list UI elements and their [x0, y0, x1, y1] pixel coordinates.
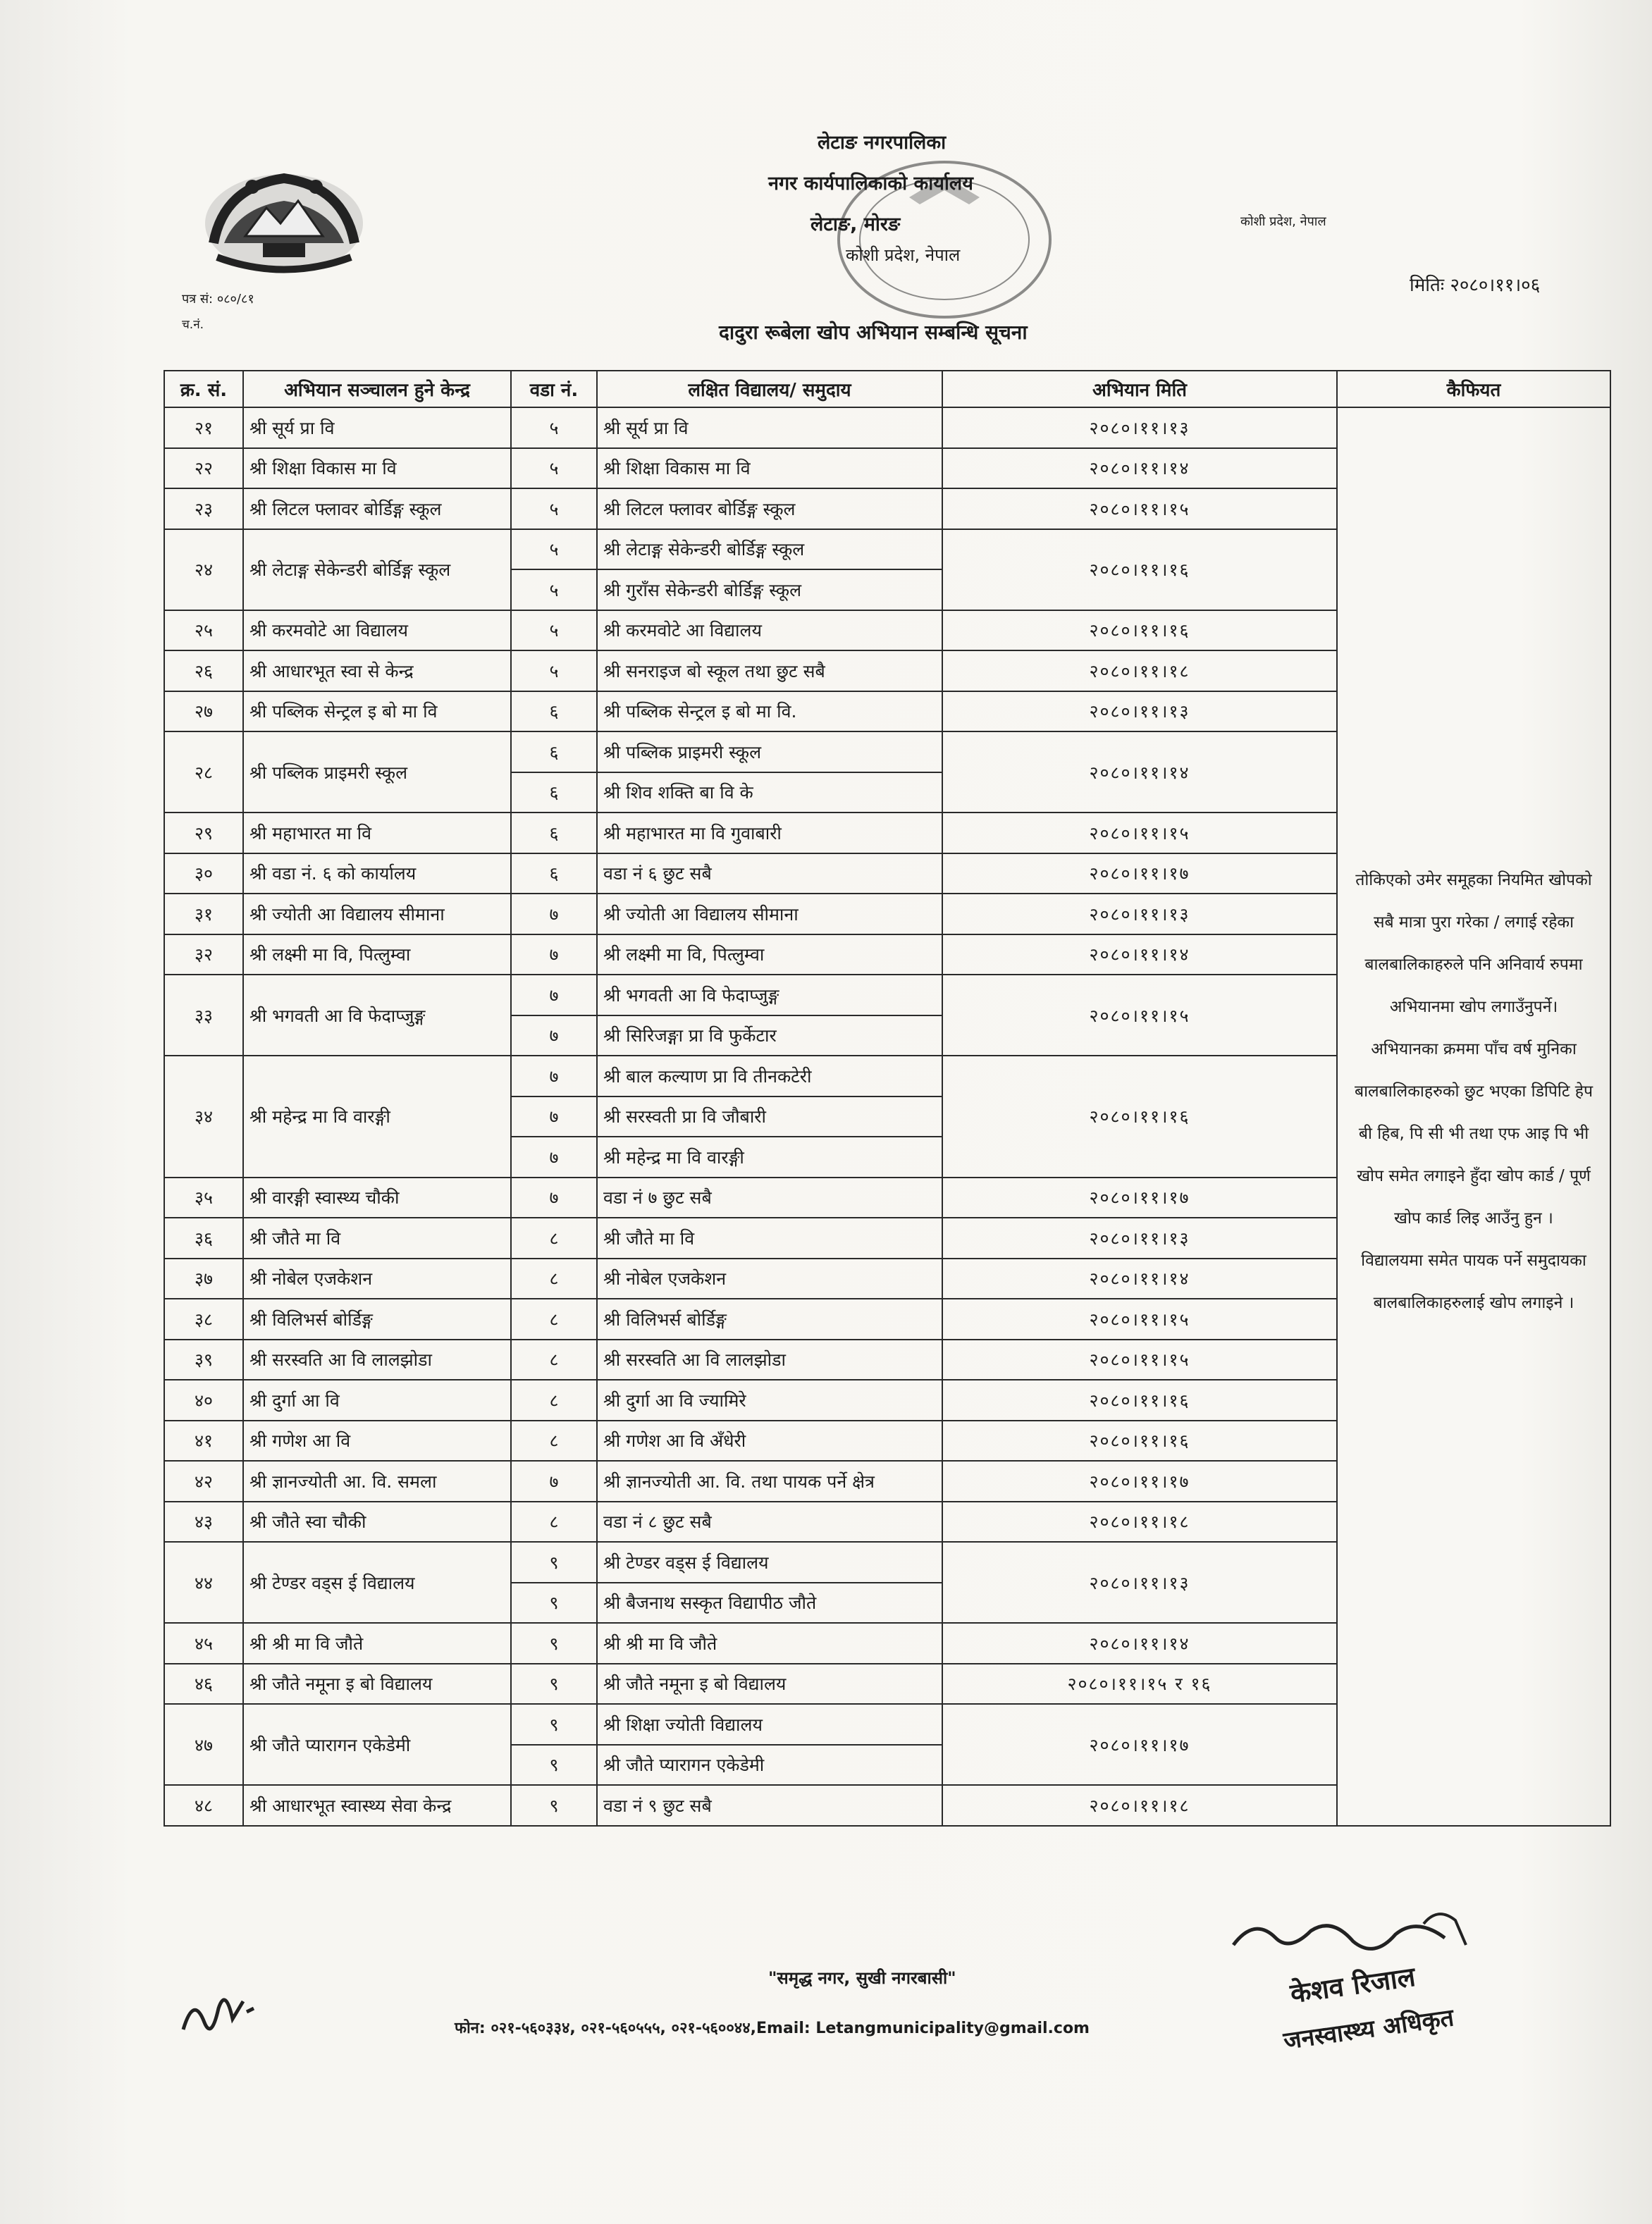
- cell-center: श्री लक्ष्मी मा वि, पित्लुम्वा: [243, 934, 511, 975]
- reference-number: पत्र सं: ०८०/८१: [182, 292, 254, 307]
- cell-center: श्री शिक्षा विकास मा वि: [243, 448, 511, 489]
- cell-sn: ४८: [164, 1785, 243, 1826]
- cell-date: २०८०।११।१७: [942, 1461, 1337, 1502]
- cell-sn: ४१: [164, 1421, 243, 1462]
- cell-target: श्री ज्ञानज्योती आ. वि. तथा पायक पर्ने क्षेत्र: [597, 1461, 942, 1502]
- cell-ward: ८: [511, 1218, 597, 1259]
- table-body: [164, 407, 1610, 1826]
- cell-target: श्री लेटाङ्ग सेकेन्डरी बोर्डिङ्ग स्कूल: [597, 529, 942, 570]
- cell-target: श्री जौते नमूना इ बो विद्यालय: [597, 1664, 942, 1705]
- cell-sn: ३२: [164, 934, 243, 975]
- cell-target: श्री गणेश आ वि अँधेरी: [597, 1421, 942, 1462]
- cell-date: २०८०।११।१४: [942, 448, 1337, 489]
- cell-sn: ३५: [164, 1178, 243, 1218]
- cell-date: २०८०।११।१४: [942, 1259, 1337, 1299]
- cell-sn: ३४: [164, 1056, 243, 1178]
- cell-ward: ५: [511, 650, 597, 691]
- cell-target: श्री सनराइज बो स्कूल तथा छुट सबै: [597, 650, 942, 691]
- cell-target: श्री शिक्षा ज्योती विद्यालय: [597, 1704, 942, 1745]
- cell-ward: ६: [511, 813, 597, 853]
- cell-date: २०८०।११।१५: [942, 488, 1337, 529]
- signature-left: [176, 1980, 261, 2044]
- cell-sn: २३: [164, 488, 243, 529]
- cell-remark: [1337, 407, 1610, 1826]
- cell-center: श्री पब्लिक सेन्ट्रल इ बो मा वि: [243, 691, 511, 732]
- dispatch-number: च.नं.: [182, 318, 204, 332]
- cell-center: श्री आधारभूत स्वा से केन्द्र: [243, 650, 511, 691]
- cell-target: वडा नं ८ छुट सबै: [597, 1502, 942, 1543]
- cell-date: २०८०।११।१३: [942, 1218, 1337, 1259]
- cell-date: २०८०।११।१५: [942, 975, 1337, 1056]
- signatory-role: जनस्वास्थ्य अधिकृत: [1281, 2003, 1456, 2056]
- cell-center: श्री जौते मा वि: [243, 1218, 511, 1259]
- cell-date: २०८०।११।१६: [942, 1421, 1337, 1462]
- table-row: [164, 407, 1610, 448]
- cell-center: श्री महाभारत मा वि: [243, 813, 511, 853]
- cell-sn: ४०: [164, 1380, 243, 1421]
- cell-center: श्री ज्ञानज्योती आ. वि. समला: [243, 1461, 511, 1502]
- cell-center: श्री जौते प्यारागन एकेडेमी: [243, 1704, 511, 1785]
- cell-center: श्री लेटाङ्ग सेकेन्डरी बोर्डिङ्ग स्कूल: [243, 529, 511, 610]
- cell-center: श्री महेन्द्र मा वि वारङ्गी: [243, 1056, 511, 1178]
- cell-ward: ६: [511, 853, 597, 894]
- cell-ward: ६: [511, 772, 597, 813]
- header-center: अभियान सञ्चालन हुने केन्द्र: [243, 371, 511, 407]
- cell-date: २०८०।११।१६: [942, 1056, 1337, 1178]
- cell-date: २०८०।११।१५: [942, 813, 1337, 853]
- cell-center: श्री लिटल फ्लावर बोर्डिङ्ग स्कूल: [243, 488, 511, 529]
- office-address: लेटाङ, मोरङ: [810, 214, 901, 235]
- cell-target: वडा नं ९ छुट सबै: [597, 1785, 942, 1826]
- cell-ward: ७: [511, 1015, 597, 1056]
- cell-center: श्री वारङ्गी स्वास्थ्य चौकी: [243, 1178, 511, 1218]
- cell-ward: ८: [511, 1502, 597, 1543]
- cell-date: २०८०।११।१५: [942, 1299, 1337, 1340]
- table-header-row: [164, 371, 1610, 407]
- cell-center: श्री ज्योती आ विद्यालय सीमाना: [243, 894, 511, 934]
- cell-center: श्री गणेश आ वि: [243, 1421, 511, 1462]
- cell-date: २०८०।११।१७: [942, 1704, 1337, 1785]
- cell-sn: ३०: [164, 853, 243, 894]
- cell-target: श्री भगवती आ वि फेदाप्जुङ्ग: [597, 975, 942, 1015]
- cell-ward: ७: [511, 1461, 597, 1502]
- nepal-emblem-icon: [196, 159, 372, 278]
- cell-sn: २५: [164, 610, 243, 651]
- cell-ward: ६: [511, 731, 597, 772]
- cell-ward: ९: [511, 1704, 597, 1745]
- cell-ward: ७: [511, 975, 597, 1015]
- cell-date: २०८०।११।१४: [942, 731, 1337, 813]
- cell-ward: ५: [511, 448, 597, 489]
- cell-target: श्री बैजनाथ सस्कृत विद्यापीठ जौते: [597, 1583, 942, 1624]
- cell-target: श्री शिव शक्ति बा वि के: [597, 772, 942, 813]
- cell-target: श्री जौते प्यारागन एकेडेमी: [597, 1745, 942, 1786]
- office-subtitle: नगर कार्यपालिकाको कार्यालय: [768, 173, 973, 194]
- cell-date: २०८०।११।१३: [942, 691, 1337, 732]
- cell-sn: ४७: [164, 1704, 243, 1785]
- cell-date: २०८०।११।१५: [942, 1340, 1337, 1380]
- cell-target: श्री लक्ष्मी मा वि, पित्लुम्वा: [597, 934, 942, 975]
- cell-sn: २८: [164, 731, 243, 813]
- cell-center: श्री पब्लिक प्राइमरी स्कूल: [243, 731, 511, 813]
- cell-target: श्री श्री मा वि जौते: [597, 1623, 942, 1664]
- cell-sn: ४३: [164, 1502, 243, 1543]
- cell-target: श्री गुराँस सेकेन्डरी बोर्डिङ्ग स्कूल: [597, 569, 942, 610]
- cell-sn: २७: [164, 691, 243, 732]
- cell-target: श्री करमवोटे आ विद्यालय: [597, 610, 942, 651]
- cell-ward: ७: [511, 1178, 597, 1218]
- cell-target: श्री टेण्डर वड्स ई विद्यालय: [597, 1542, 942, 1583]
- cell-ward: ९: [511, 1623, 597, 1664]
- cell-center: श्री नोबेल एजकेशन: [243, 1259, 511, 1299]
- cell-target: श्री बाल कल्याण प्रा वि तीनकटेरी: [597, 1056, 942, 1096]
- cell-target: वडा नं ६ छुट सबै: [597, 853, 942, 894]
- cell-date: २०८०।११।१८: [942, 650, 1337, 691]
- header-remark: कैफियत: [1337, 371, 1610, 407]
- office-province: कोशी प्रदेश, नेपाल: [846, 245, 961, 265]
- cell-center: श्री वडा नं. ६ को कार्यालय: [243, 853, 511, 894]
- cell-target: श्री ज्योती आ विद्यालय सीमाना: [597, 894, 942, 934]
- cell-sn: २४: [164, 529, 243, 610]
- remark-text: [1346, 408, 1601, 1324]
- cell-ward: ९: [511, 1583, 597, 1624]
- cell-ward: ८: [511, 1299, 597, 1340]
- campaign-schedule-table: [164, 370, 1611, 1827]
- cell-sn: ४५: [164, 1623, 243, 1664]
- cell-target: श्री सिरिजङ्गा प्रा वि फुर्केटार: [597, 1015, 942, 1056]
- cell-target: श्री पब्लिक सेन्ट्रल इ बो मा वि.: [597, 691, 942, 732]
- cell-sn: ४४: [164, 1542, 243, 1623]
- cell-sn: २६: [164, 650, 243, 691]
- cell-date: २०८०।११।१३: [942, 1542, 1337, 1623]
- cell-ward: ७: [511, 1056, 597, 1096]
- cell-center: श्री विलिभर्स बोर्डिङ्ग: [243, 1299, 511, 1340]
- cell-target: श्री सूर्य प्रा वि: [597, 407, 942, 448]
- cell-sn: ३३: [164, 975, 243, 1056]
- cell-center: श्री सूर्य प्रा वि: [243, 407, 511, 448]
- cell-date: २०८०।११।१३: [942, 407, 1337, 448]
- contact-line: फोन: ०२१-५६०३३४, ०२१-५६०५५५, ०२१-५६००४४,Email: Letangmunicipality@gmail.com: [455, 2020, 1090, 2037]
- cell-target: श्री शिक्षा विकास मा वि: [597, 448, 942, 489]
- cell-date: २०८०।११।१६: [942, 610, 1337, 651]
- cell-target: श्री सरस्वति आ वि लालझोडा: [597, 1340, 942, 1380]
- cell-date: २०८०।११।१३: [942, 894, 1337, 934]
- cell-ward: ५: [511, 569, 597, 610]
- cell-target: श्री विलिभर्स बोर्डिङ्ग: [597, 1299, 942, 1340]
- cell-target: श्री नोबेल एजकेशन: [597, 1259, 942, 1299]
- cell-sn: ३१: [164, 894, 243, 934]
- cell-ward: ९: [511, 1664, 597, 1705]
- cell-center: श्री श्री मा वि जौते: [243, 1623, 511, 1664]
- cell-ward: ८: [511, 1421, 597, 1462]
- cell-ward: ९: [511, 1785, 597, 1826]
- cell-sn: ४२: [164, 1461, 243, 1502]
- cell-ward: ९: [511, 1542, 597, 1583]
- cell-center: श्री सरस्वति आ वि लालझोडा: [243, 1340, 511, 1380]
- cell-date: २०८०।११।१८: [942, 1502, 1337, 1543]
- cell-date: २०८०।११।१८: [942, 1785, 1337, 1826]
- header-date: अभियान मिति: [942, 371, 1337, 407]
- signatory-name: केशव रिजाल: [1288, 1960, 1417, 2010]
- cell-center: श्री जौते नमूना इ बो विद्यालय: [243, 1664, 511, 1705]
- cell-date: २०८०।११।१६: [942, 529, 1337, 610]
- cell-target: श्री दुर्गा आ वि ज्यामिरे: [597, 1380, 942, 1421]
- remark-paragraph: अभियानका क्रममा पाँच वर्ष मुनिका बालबालिकाहरुको छुट भएका डिपिटि हेप बी हिब, पि सी भी तथा एफ आइ पि भी खोप समेत लगाइने हुँदा खोप कार्ड / पूर्ण खोप कार्ड लिइ आउँनु हुन ।: [1354, 1040, 1594, 1228]
- notice-date: मितिः २०८०।११।०६: [1410, 275, 1541, 296]
- notice-subject: दादुरा रूबेला खोप अभियान सम्बन्धि सूचना: [719, 321, 1028, 344]
- cell-ward: ५: [511, 529, 597, 570]
- cell-ward: ८: [511, 1340, 597, 1380]
- cell-ward: ८: [511, 1259, 597, 1299]
- cell-ward: ६: [511, 691, 597, 732]
- header-target: लक्षित विद्यालय/ समुदाय: [597, 371, 942, 407]
- cell-center: श्री दुर्गा आ वि: [243, 1380, 511, 1421]
- office-name: लेटाङ नगरपालिका: [818, 132, 947, 154]
- cell-sn: २९: [164, 813, 243, 853]
- cell-center: श्री टेण्डर वड्स ई विद्यालय: [243, 1542, 511, 1623]
- cell-target: श्री लिटल फ्लावर बोर्डिङ्ग स्कूल: [597, 488, 942, 529]
- cell-ward: ८: [511, 1380, 597, 1421]
- cell-date: २०८०।११।१६: [942, 1380, 1337, 1421]
- cell-ward: ७: [511, 1137, 597, 1178]
- cell-sn: ३९: [164, 1340, 243, 1380]
- cell-target: श्री पब्लिक प्राइमरी स्कूल: [597, 731, 942, 772]
- cell-date: २०८०।११।१५ र १६: [942, 1664, 1337, 1705]
- cell-center: श्री जौते स्वा चौकी: [243, 1502, 511, 1543]
- province-label: कोशी प्रदेश, नेपाल: [1240, 214, 1326, 229]
- cell-target: श्री महाभारत मा वि गुवाबारी: [597, 813, 942, 853]
- cell-ward: ७: [511, 894, 597, 934]
- cell-target: श्री जौते मा वि: [597, 1218, 942, 1259]
- cell-sn: ३६: [164, 1218, 243, 1259]
- cell-center: श्री भगवती आ वि फेदाप्जुङ्ग: [243, 975, 511, 1056]
- remark-paragraph: तोकिएको उमेर समूहका नियमित खोपको सबै मात्रा पुरा गरेका / लगाई रहेका बालबालिकाहरुले पनि अनिवार्य रुपमा अभियानमा खोप लगाउँनुपर्ने।: [1355, 871, 1592, 1016]
- remark-paragraph: विद्यालयमा समेत पायक पर्ने समुदायका बालबालिकाहरुलाई खोप लगाइने ।: [1361, 1252, 1586, 1312]
- cell-sn: २१: [164, 407, 243, 448]
- municipality-motto: "समृद्ध नगर, सुखी नगरबासी": [768, 1968, 956, 1988]
- cell-sn: ३७: [164, 1259, 243, 1299]
- cell-sn: ४६: [164, 1664, 243, 1705]
- header-sn: क्र. सं.: [164, 371, 243, 407]
- cell-date: २०८०।११।१४: [942, 1623, 1337, 1664]
- header-ward: वडा नं.: [511, 371, 597, 407]
- cell-target: श्री सरस्वती प्रा वि जौबारी: [597, 1096, 942, 1137]
- cell-sn: २२: [164, 448, 243, 489]
- cell-ward: ७: [511, 934, 597, 975]
- cell-date: २०८०।११।१७: [942, 853, 1337, 894]
- cell-date: २०८०।११।१४: [942, 934, 1337, 975]
- cell-date: २०८०।११।१७: [942, 1178, 1337, 1218]
- cell-ward: ५: [511, 610, 597, 651]
- cell-center: श्री करमवोटे आ विद्यालय: [243, 610, 511, 651]
- cell-ward: ५: [511, 407, 597, 448]
- cell-ward: ७: [511, 1096, 597, 1137]
- cell-ward: ५: [511, 488, 597, 529]
- cell-center: श्री आधारभूत स्वास्थ्य सेवा केन्द्र: [243, 1785, 511, 1826]
- cell-target: श्री महेन्द्र मा वि वारङ्गी: [597, 1137, 942, 1178]
- cell-sn: ३८: [164, 1299, 243, 1340]
- cell-target: वडा नं ७ छुट सबै: [597, 1178, 942, 1218]
- cell-ward: ९: [511, 1745, 597, 1786]
